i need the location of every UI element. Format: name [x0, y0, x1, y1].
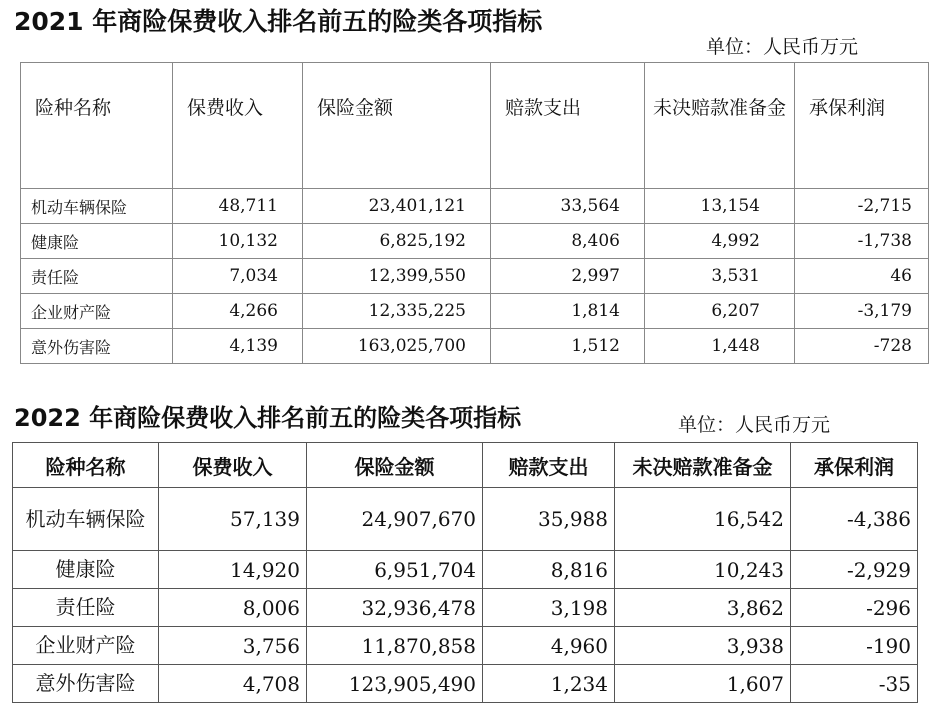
cell-claims-paid: 8,406	[491, 224, 645, 259]
cell-premium-income: 57,139	[159, 488, 307, 551]
cell-underwriting-profit: -728	[795, 329, 929, 364]
table-2021-unit: 单位：人民币万元	[706, 36, 859, 58]
cell-outstanding-reserve: 1,448	[645, 329, 795, 364]
table-row	[21, 224, 929, 259]
table-row	[13, 665, 918, 703]
cell-outstanding-reserve: 3,938	[615, 627, 791, 665]
header-cell: 险种名称	[13, 443, 159, 488]
cell-outstanding-reserve: 6,207	[645, 294, 795, 329]
cell-insured-amount: 11,870,858	[307, 627, 483, 665]
cell-premium-income: 3,756	[159, 627, 307, 665]
table-row	[13, 627, 918, 665]
table-row	[13, 589, 918, 627]
header-cell: 保费收入	[159, 443, 307, 488]
cell-underwriting-profit: -4,386	[791, 488, 918, 551]
cell-claims-paid: 1,814	[491, 294, 645, 329]
cell-insured-amount: 12,335,225	[303, 294, 491, 329]
table-header-row	[13, 443, 918, 488]
cell-claims-paid: 8,816	[483, 551, 615, 589]
cell-underwriting-profit: -190	[791, 627, 918, 665]
cell-insurance-type: 健康险	[21, 224, 173, 259]
cell-claims-paid: 1,512	[491, 329, 645, 364]
cell-premium-income: 7,034	[173, 259, 303, 294]
header-cell: 赔款支出	[491, 63, 645, 189]
cell-claims-paid: 3,198	[483, 589, 615, 627]
header-cell: 未决赔款准备金	[615, 443, 791, 488]
cell-outstanding-reserve: 3,531	[645, 259, 795, 294]
header-cell: 保险金额	[303, 63, 491, 189]
cell-outstanding-reserve: 16,542	[615, 488, 791, 551]
cell-underwriting-profit: -1,738	[795, 224, 929, 259]
cell-insurance-type: 机动车辆保险	[21, 189, 173, 224]
cell-insurance-type: 意外伤害险	[13, 665, 159, 703]
cell-premium-income: 4,708	[159, 665, 307, 703]
table-row	[21, 294, 929, 329]
cell-insurance-type: 健康险	[13, 551, 159, 589]
cell-insured-amount: 23,401,121	[303, 189, 491, 224]
header-cell: 保险金额	[307, 443, 483, 488]
header-cell: 险种名称	[21, 63, 173, 189]
table-header-row	[21, 63, 929, 189]
cell-underwriting-profit: -296	[791, 589, 918, 627]
cell-outstanding-reserve: 13,154	[645, 189, 795, 224]
cell-premium-income: 4,139	[173, 329, 303, 364]
header-cell: 赔款支出	[483, 443, 615, 488]
cell-claims-paid: 33,564	[491, 189, 645, 224]
cell-insured-amount: 12,399,550	[303, 259, 491, 294]
table-2021	[20, 62, 929, 364]
cell-insurance-type: 企业财产险	[21, 294, 173, 329]
table-2022-unit: 单位：人民币万元	[678, 414, 831, 436]
cell-claims-paid: 35,988	[483, 488, 615, 551]
cell-premium-income: 10,132	[173, 224, 303, 259]
cell-insurance-type: 责任险	[13, 589, 159, 627]
table-row	[21, 259, 929, 294]
cell-insured-amount: 123,905,490	[307, 665, 483, 703]
cell-insured-amount: 163,025,700	[303, 329, 491, 364]
cell-insured-amount: 6,951,704	[307, 551, 483, 589]
cell-insured-amount: 6,825,192	[303, 224, 491, 259]
cell-premium-income: 48,711	[173, 189, 303, 224]
cell-outstanding-reserve: 1,607	[615, 665, 791, 703]
cell-insurance-type: 意外伤害险	[21, 329, 173, 364]
header-cell: 承保利润	[791, 443, 918, 488]
cell-insurance-type: 责任险	[21, 259, 173, 294]
cell-insurance-type: 机动车辆保险	[13, 488, 159, 551]
cell-underwriting-profit: 46	[795, 259, 929, 294]
cell-premium-income: 8,006	[159, 589, 307, 627]
table-2022-title: 2022 年商险保费收入排名前五的险类各项指标	[14, 404, 522, 432]
header-cell: 保费收入	[173, 63, 303, 189]
cell-premium-income: 14,920	[159, 551, 307, 589]
cell-outstanding-reserve: 10,243	[615, 551, 791, 589]
cell-claims-paid: 2,997	[491, 259, 645, 294]
cell-underwriting-profit: -2,715	[795, 189, 929, 224]
cell-claims-paid: 1,234	[483, 665, 615, 703]
cell-underwriting-profit: -2,929	[791, 551, 918, 589]
cell-claims-paid: 4,960	[483, 627, 615, 665]
cell-insured-amount: 32,936,478	[307, 589, 483, 627]
table-row	[13, 488, 918, 551]
header-cell: 未决赔款准备金	[645, 63, 795, 189]
table-row	[13, 551, 918, 589]
table-2022	[12, 442, 918, 703]
cell-premium-income: 4,266	[173, 294, 303, 329]
cell-outstanding-reserve: 4,992	[645, 224, 795, 259]
cell-insured-amount: 24,907,670	[307, 488, 483, 551]
table-2021-title: 2021 年商险保费收入排名前五的险类各项指标	[14, 7, 543, 36]
cell-insurance-type: 企业财产险	[13, 627, 159, 665]
cell-underwriting-profit: -3,179	[795, 294, 929, 329]
cell-underwriting-profit: -35	[791, 665, 918, 703]
table-row	[21, 329, 929, 364]
table-row	[21, 189, 929, 224]
header-cell: 承保利润	[795, 63, 929, 189]
cell-outstanding-reserve: 3,862	[615, 589, 791, 627]
